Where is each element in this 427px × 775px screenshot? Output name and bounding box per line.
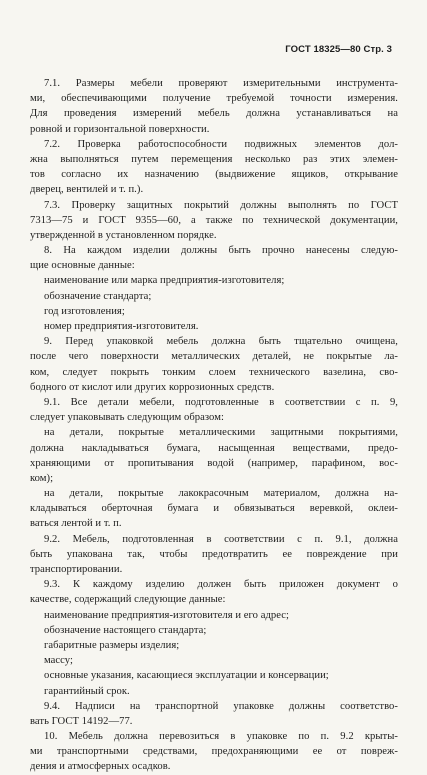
text-line: быть упакована так, чтобы предотвратить ее повреждение при [30, 548, 398, 560]
text-line: дверец, вентилей и т. п.). [30, 184, 144, 196]
text-line: 7313—75 и ГОСТ 9355—60, а также по технической документации, [30, 214, 398, 226]
text-line: на детали, покрытые лакокрасочным материалом, должна на- [44, 488, 398, 500]
text-line: Для проведения измерений мебель должна устанавливаться на [30, 108, 398, 120]
text-line: должна накладываться бумага, насыщенная веществами, предо- [30, 442, 398, 454]
page-number: Стр. 3 [363, 44, 392, 55]
text-line: дения и атмосферных осадков. [30, 761, 171, 773]
text-line: бодного от кислот или других коррозионных средств. [30, 381, 275, 393]
text-line: 10. Мебель должна перевозиться в упаковке по п. 9.2 крыты- [44, 731, 398, 743]
text-line: вать ГОСТ 14192—77. [30, 715, 133, 727]
text-line: 9. Перед упаковкой мебель должна быть тщательно очищена, [44, 336, 398, 348]
text-line: габаритные размеры изделия; [44, 639, 180, 651]
text-line: следует упаковывать следующим образом: [30, 412, 224, 424]
text-line: гарантийный срок. [44, 685, 130, 697]
text-line: качестве, содержащий следующие данные: [30, 594, 226, 606]
text-line: наименование предприятия-изготовителя и его адрес; [44, 609, 290, 621]
text-line: 9.2. Мебель, подготовленная в соответствии с п. 9.1, должна [44, 533, 398, 545]
text-line: год изготовления; [44, 305, 125, 317]
text-line: 9.4. Надписи на транспортной упаковке должны соответство- [44, 700, 398, 712]
text-line: ми транспортными средствами, предохраняющими ее от повреж- [30, 746, 398, 758]
text-line: 7.1. Размеры мебели проверяют измерительными инструмента- [44, 78, 398, 89]
text-line: 9.1. Все детали мебели, подготовленные в соответствии с п. 9, [44, 396, 398, 408]
page-header [285, 44, 392, 55]
text-line: кладываться оберточная бумага и обвязываться веревкой, оклеи- [30, 503, 398, 515]
text-line: щие основные данные: [30, 260, 135, 272]
text-line: ком); [30, 472, 54, 484]
text-line: 8. На каждом изделии должны быть прочно нанесены следую- [44, 245, 398, 257]
text-line: обозначение стандарта; [44, 290, 152, 302]
text-line: массу; [44, 655, 73, 667]
text-line: ровной и горизонтальной поверхности. [30, 123, 210, 135]
standard-number: ГОСТ 18325—80 [285, 44, 361, 55]
text-line: жна выполняться путем перемещения несколько раз этих элемен- [30, 153, 398, 165]
text-line: наименование или марка предприятия-изготовителя; [44, 275, 285, 287]
document-body [30, 76, 398, 775]
text-line: 7.3. Проверку защитных покрытий должны выполнять по ГОСТ [44, 199, 398, 211]
text-line: утвержденной в установленном порядке. [30, 229, 217, 241]
text-line: 9.3. К каждому изделию должен быть приложен документ о [44, 579, 398, 591]
text-line: номер предприятия-изготовителя. [44, 321, 199, 332]
text-line: ми, обеспечивающими получение требуемой точности измерения. [30, 93, 398, 105]
text-line: храняющими от пропитывания водой (например, парафином, вос- [30, 457, 398, 469]
text-line: ваться лентой и т. п. [30, 518, 122, 530]
text-line: основные указания, касающиеся эксплуатации и консервации; [44, 670, 329, 682]
text-line: ком, следует покрыть тонким слоем технического вазелина, сво- [30, 366, 398, 378]
text-line: после чего поверхности металлических деталей, не покрытые ла- [30, 351, 398, 363]
text-line: тов согласно их назначению (выдвижение ящиков, открывание [30, 169, 398, 181]
text-line: транспортировании. [30, 564, 123, 575]
text-line: обозначение настоящего стандарта; [44, 624, 207, 636]
text-line: 7.2. Проверка работоспособности подвижных элементов дол- [44, 138, 398, 150]
text-line: на детали, покрытые металлическими защитными покрытиями, [44, 427, 398, 439]
